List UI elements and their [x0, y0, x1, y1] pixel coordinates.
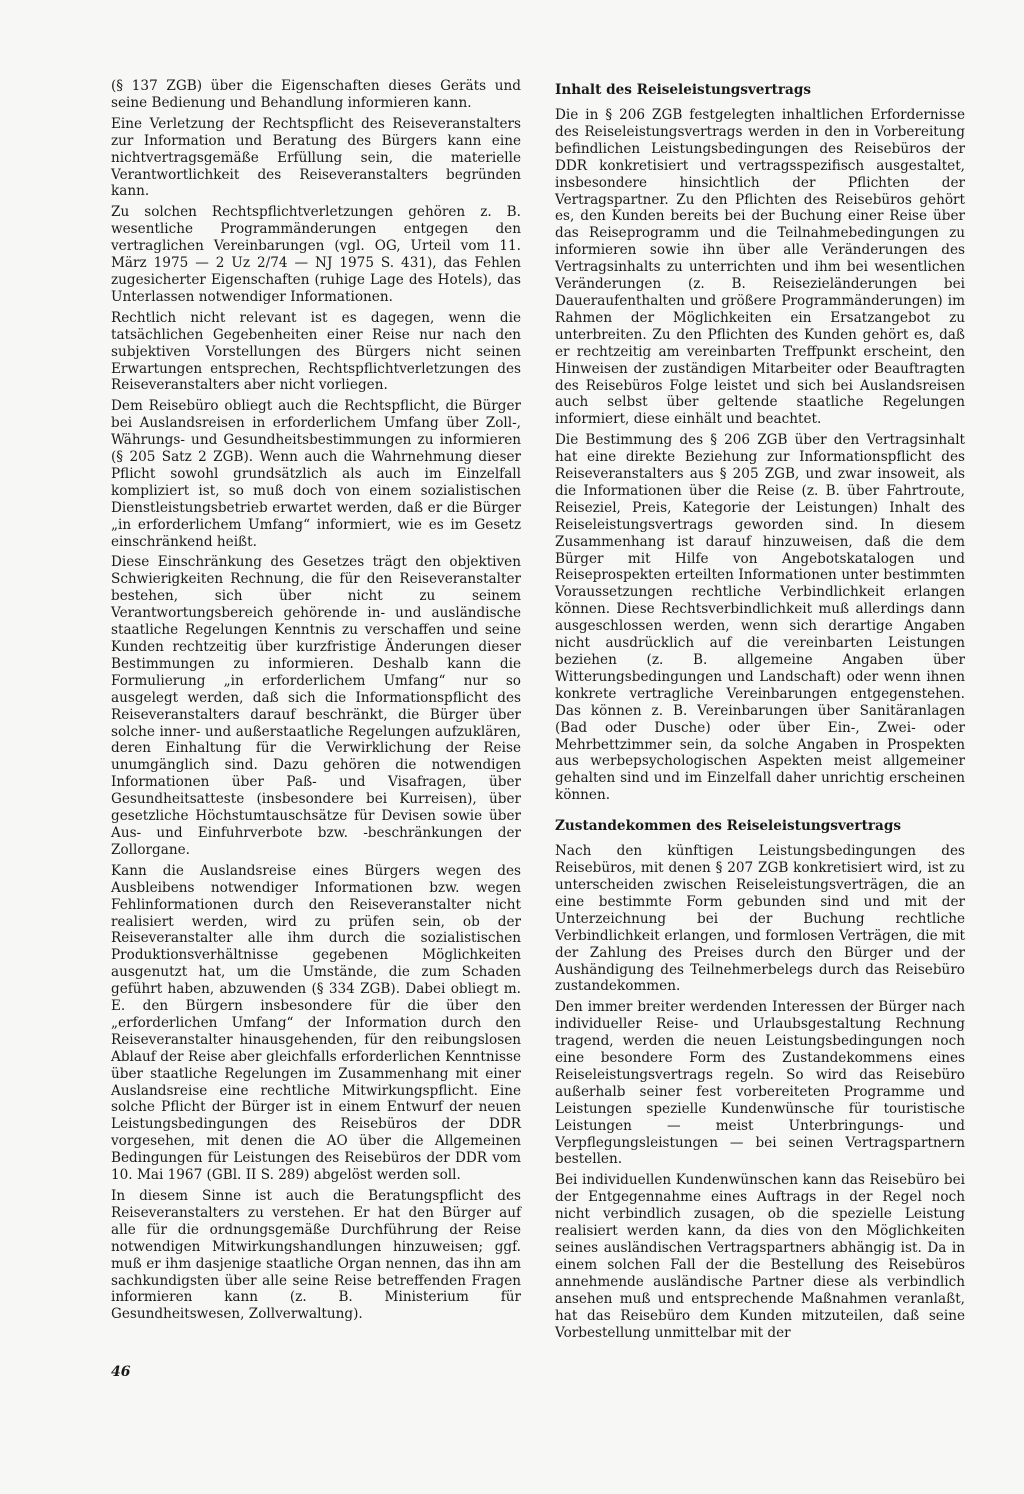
- paragraph: Nach den künftigen Leistungsbedingungen des Reisebüros, mit denen § 207 ZGB konkretisiert wird, ist zu unterscheiden zwischen Reiseleistungsverträgen, die an eine bestimmte Form gebunden sind und mit der Unterzeichnung bei der Buchung rechtliche Verbindlichkeit erlangen, und formlosen Verträgen, die mit der Zahlung des Preises durch den Bürger und der Aushändigung des Teilnehmerbelegs durch das Reisebüro zustandekommen.: [555, 843, 965, 995]
- paragraph: Den immer breiter werdenden Interessen der Bürger nach individueller Reise- und Urlaubsgestaltung Rechnung tragend, werden die neuen Leistungsbedingungen noch eine besondere Form des Zustandekommens eines Reiseleistungsvertrags regeln. So wird das Reisebüro außerhalb seiner fest vorbereiteten Programme und Leistungen spezielle Kundenwünsche für touristische Leistungen — meist Unterbringungs- und Verpflegungsleistungen — bei seinen Vertragspartnern bestellen.: [555, 999, 965, 1168]
- paragraph: Rechtlich nicht relevant ist es dagegen, wenn die tatsächlichen Gegebenheiten einer Reise nur nach den subjektiven Vorstellungen des Bürgers nicht seinen Erwartungen entsprechen, Rechtspflichtverletzungen des Reiseveranstalters aber nicht vorliegen.: [111, 309, 521, 394]
- section-heading: Inhalt des Reiseleistungsvertrags: [555, 82, 812, 98]
- paragraph: Kann die Auslandsreise eines Bürgers wegen des Ausbleibens notwendiger Informationen bzw. wegen Fehlinformationen durch den Reiseveranstalter nicht realisiert werden, wird zu prüfen sein, ob der Reiseveranstalter alle ihm durch die sozialistischen Produktionsverhältnisse gegebenen Möglichkeiten ausgenutzt hat, um die Umstände, die zum Schaden geführt haben, abzuwenden (§ 334 ZGB). Dabei obliegt m. E. den Bürgern insbesondere für die über den „erforderlichen Umfang“ der Information durch den Reiseveranstalter hinausgehenden, für den reibungslosen Ablauf der Reise aber gleichfalls erforderlichen Kenntnisse über staatliche Regelungen im Zusammenhang mit einer Auslandsreise eine rechtliche Mitwirkungspflicht. Eine solche Pflicht der Bürger ist in einem Entwurf der neuen Leistungsbedingungen des Reisebüros der DDR vorgesehen, mit denen die AO über die Allgemeinen Bedingungen für Leistungen des Reisebüros der DDR vom 10. Mai 1967 (GBl. II S. 289) abgelöst werden soll.: [111, 862, 521, 1184]
- paragraph: Diese Einschränkung des Gesetzes trägt den objektiven Schwierigkeiten Rechnung, die für den Reiseveranstalter bestehen, sich über nicht zu seinem Verantwortungsbereich gehörende in- und ausländische staatliche Regelungen Kenntnis zu verschaffen und seine Kunden rechtzeitig über kurzfristige Änderungen dieser Bestimmungen zu informieren. Deshalb kann die Formulierung „in erforderlichem Umfang“ nur so ausgelegt werden, daß sich die Informationspflicht des Reiseveranstalters darauf beschränkt, die Bürger über solche inner- und außerstaatliche Regelungen aufzuklären, deren Einhaltung für die Verwirklichung der Reise unumgänglich sind. Dazu gehören die notwendigen Informationen über Paß- und Visafragen, über Gesundheitsatteste (insbesondere bei Kurreisen), über gesetzliche Höchstumtauschsätze für Devisen sowie über Aus- und Einfuhrverbote bzw. -beschränkungen der Zollorgane.: [111, 554, 521, 858]
- paragraph: Die in § 206 ZGB festgelegten inhaltlichen Erfordernisse des Reiseleistungsvertrags werden in den in Vorbereitung befindlichen Leistungsbedingungen des Reisebüros der DDR konkretisiert und vertragsspezifisch ausgestaltet, insbesondere hinsichtlich der Pflichten der Vertragspartner. Zu den Pflichten des Reisebüros gehört es, den Kunden bereits bei der Buchung einer Reise über das Reiseprogramm und die Teilnahmebedingungen zu informieren sowie ihn über alle Veränderungen des Vertragsinhalts zu unterrichten und ihm bei wesentlichen Veränderungen (z. B. Reisezieländerungen bei Daueraufenthalten und größere Programmänderungen) im Rahmen der Möglichkeiten ein Ersatzangebot zu unterbreiten. Zu den Pflichten des Kunden gehört es, daß er rechtzeitig am vereinbarten Treffpunkt erscheint, den Hinweisen der zuständigen Mitarbeiter oder Beauftragten des Reisebüros Folge leistet und sich bei Auslandsreisen auch selbst über geltende staatliche Regelungen informiert, diese einhält und beachtet.: [555, 107, 965, 428]
- left-column: [111, 78, 521, 1327]
- paragraph: (§ 137 ZGB) über die Eigenschaften dieses Geräts und seine Bedienung und Behandlung informieren kann.: [111, 78, 521, 111]
- section-heading: Zustandekommen des Reiseleistungsvertrags: [555, 818, 902, 835]
- paragraph: Die Bestimmung des § 206 ZGB über den Vertragsinhalt hat eine direkte Beziehung zur Informationspflicht des Reiseveranstalters aus § 205 ZGB, und zwar insoweit, als die Informationen über die Reise (z. B. über Fahrtroute, Reiseziel, Preis, Kategorie der Leistungen) Inhalt des Reiseleistungsvertrags geworden sind. In diesem Zusammenhang ist darauf hinzuweisen, daß die dem Bürger mit Hilfe von Angebotskatalogen und Reiseprospekten erteilten Informationen unter bestimmten Voraussetzungen rechtliche Verbindlichkeit erlangen können. Diese Rechtsverbindlichkeit muß allerdings dann ausgeschlossen werden, wenn sich derartige Angaben nicht ausdrücklich auf die vereinbarten Leistungen beziehen (z. B. allgemeine Angaben über Witterungsbedingungen und Landschaft) oder wenn ihnen konkrete vertragliche Vereinbarungen entgegenstehen. Das können z. B. Vereinbarungen über Sanitäranlagen (Bad oder Dusche) oder über Ein-, Zwei- oder Mehrbettzimmer sein, da solche Angaben in Prospekten aus werbepsychologischen Aspekten meist allgemeiner gehalten sind und im Einzelfall daher unrichtig erscheinen können.: [555, 432, 965, 804]
- paragraph: In diesem Sinne ist auch die Beratungspflicht des Reiseveranstalters zu verstehen. Er hat den Bürger auf alle für die ordnungsgemäße Durchführung der Reise notwendigen Mitwirkungshandlungen hinzuweisen; ggf. muß er ihm dasjenige staatliche Organ nennen, das ihn am sachkundigsten über alle seine Reise betreffenden Fragen informieren kann (z. B. Ministerium für Gesundheitswesen, Zollverwaltung).: [111, 1188, 521, 1323]
- right-column: [555, 78, 965, 1345]
- page-number: 46: [111, 1364, 131, 1380]
- paragraph: Eine Verletzung der Rechtspflicht des Reiseveranstalters zur Information und Beratung des Bürgers kann eine nichtvertragsgemäße Erfüllung sein, die materielle Verantwortlichkeit des Reiseveranstalters begründen kann.: [111, 115, 521, 200]
- paragraph: Bei individuellen Kundenwünschen kann das Reisebüro bei der Entgegennahme eines Auftrags in der Regel noch nicht verbindlich zusagen, ob die spezielle Leistung realisiert werden kann, da dies von den Möglichkeiten seines ausländischen Vertragspartners abhängig ist. Da in einem solchen Fall der die Bestellung des Reisebüros annehmende ausländische Partner diese als verbindlich ansehen muß und entsprechende Maßnahmen veranlaßt, hat das Reisebüro dem Kunden mitzuteilen, daß seine Vorbestellung unmittelbar mit der: [555, 1172, 965, 1341]
- paragraph: Dem Reisebüro obliegt auch die Rechtspflicht, die Bürger bei Auslandsreisen in erforderlichem Umfang über Zoll-, Währungs- und Gesundheitsbestimmungen zu informieren (§ 205 Satz 2 ZGB). Wenn auch die Wahrnehmung dieser Pflicht sowohl grundsätzlich als auch im Einzelfall kompliziert ist, so muß doch von einem sozialistischen Dienstleistungsbetrieb erwartet werden, daß er die Bürger „in erforderlichem Umfang“ informiert, wie es im Gesetz einschränkend heißt.: [111, 398, 521, 550]
- paragraph: Zu solchen Rechtspflichtverletzungen gehören z. B. wesentliche Programmänderungen entgegen den vertraglichen Vereinbarungen (vgl. OG, Urteil vom 11. März 1975 — 2 Uz 2/74 — NJ 1975 S. 431), das Fehlen zugesicherter Eigenschaften (ruhige Lage des Hotels), das Unterlassen notwendiger Informationen.: [111, 204, 521, 305]
